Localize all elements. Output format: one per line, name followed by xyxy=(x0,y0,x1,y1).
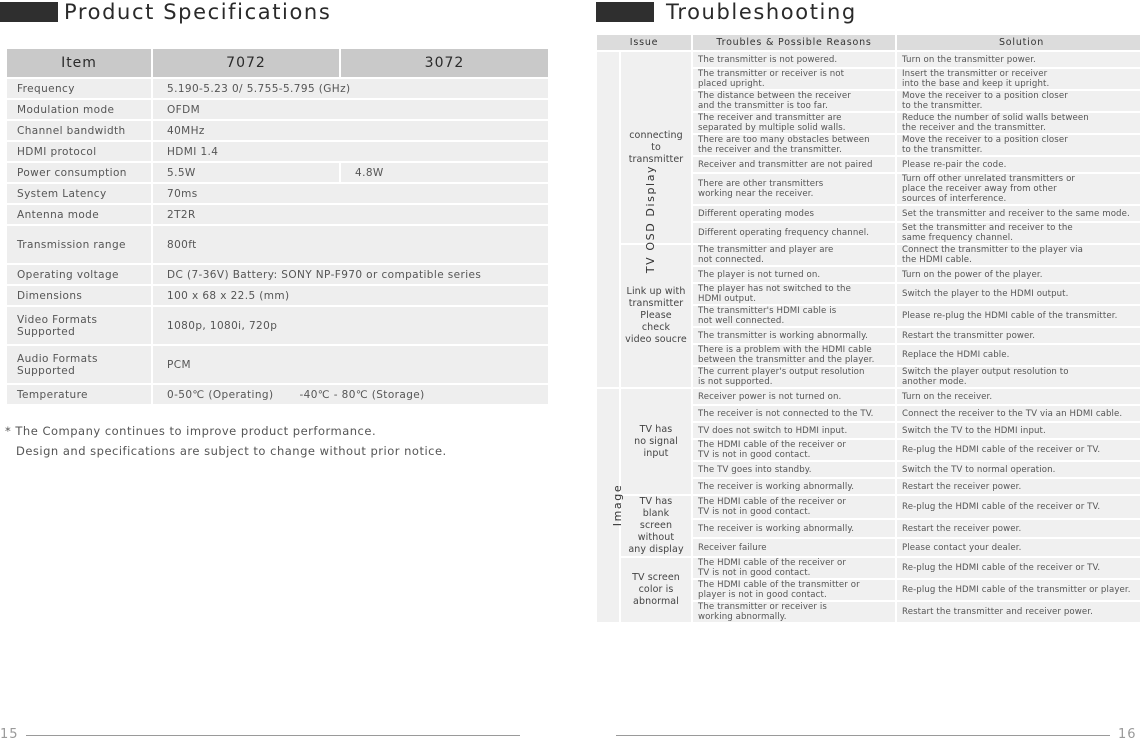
solution-cell: Switch the TV to the HDMI input. xyxy=(897,423,1140,438)
spec-row xyxy=(7,205,548,224)
spec-item: Transmission range xyxy=(7,226,151,263)
table-row xyxy=(597,558,1140,578)
spec-value: 1080p, 1080i, 720p xyxy=(153,307,548,344)
spec-item: HDMI protocol xyxy=(7,142,151,161)
reason-cell: There are other transmitters working near the receiver. xyxy=(693,174,895,204)
reason-cell: There is a problem with the HDMI cable between the transmitter and the player. xyxy=(693,345,895,365)
solution-cell: Replace the HDMI cable. xyxy=(897,345,1140,365)
solution-cell: Reduce the number of solid walls between the receiver and the transmitter. xyxy=(897,113,1140,133)
solution-cell: Please contact your dealer. xyxy=(897,539,1140,556)
footnote-line-1: * The Company continues to improve product performance. xyxy=(5,424,377,438)
col-header-3072: 3072 xyxy=(341,49,548,77)
spec-item: Video Formats Supported xyxy=(7,307,151,344)
reason-cell: The transmitter or receiver is not placed upright. xyxy=(693,69,895,89)
temp-storage: -40℃ - 80℃ (Storage) xyxy=(299,388,425,401)
spec-row xyxy=(7,226,548,263)
reason-cell: The transmitter's HDMI cable is not well connected. xyxy=(693,306,895,326)
footer-divider xyxy=(26,735,520,736)
footnote xyxy=(5,421,447,461)
reason-cell: TV does not switch to HDMI input. xyxy=(693,423,895,438)
page-number: 16 xyxy=(1118,727,1137,742)
reason-cell: The HDMI cable of the receiver or TV is not in good contact. xyxy=(693,496,895,518)
page-number: 15 xyxy=(0,727,19,742)
solution-cell: Connect the receiver to the TV via an HDMI cable. xyxy=(897,406,1140,421)
spec-row xyxy=(7,184,548,203)
spec-item: Operating voltage xyxy=(7,265,151,284)
reason-cell: The player has not switched to the HDMI output. xyxy=(693,284,895,304)
reason-cell: The HDMI cable of the receiver or TV is not in good contact. xyxy=(693,558,895,578)
reason-cell: The player is not turned on. xyxy=(693,267,895,282)
col-header-7072: 7072 xyxy=(153,49,339,77)
footer-divider xyxy=(616,735,1110,736)
spec-row xyxy=(7,265,548,284)
solution-cell: Move the receiver to a position closer to the transmitter. xyxy=(897,135,1140,155)
section-bar xyxy=(596,2,654,22)
spec-row xyxy=(7,163,548,182)
spec-row xyxy=(7,385,548,404)
col-header-solution: Solution xyxy=(897,35,1140,50)
solution-cell: Re-plug the HDMI cable of the transmitter or player. xyxy=(897,580,1140,600)
spec-item: Frequency xyxy=(7,79,151,98)
reason-cell: Receiver failure xyxy=(693,539,895,556)
spec-value: 2T2R xyxy=(153,205,548,224)
col-header-issue: Issue xyxy=(597,35,691,50)
troubleshooting-page xyxy=(590,0,1140,740)
spec-value: 70ms xyxy=(153,184,548,203)
troubleshooting-table xyxy=(595,33,1140,624)
spec-value xyxy=(153,385,548,404)
spec-table xyxy=(5,47,550,406)
category-label: Image xyxy=(611,483,625,527)
spec-row xyxy=(7,142,548,161)
issue-group: TV has no signal input xyxy=(621,389,691,494)
solution-cell: Please re-plug the HDMI cable of the transmitter. xyxy=(897,306,1140,326)
reason-cell: The receiver is working abnormally. xyxy=(693,520,895,537)
footnote-line-2: Design and specifications are subject to change without prior notice. xyxy=(16,444,447,458)
reason-cell: Different operating modes xyxy=(693,206,895,221)
reason-cell: There are too many obstacles between the receiver and the transmitter. xyxy=(693,135,895,155)
reason-cell: The TV goes into standby. xyxy=(693,462,895,477)
temp-operating: 0-50℃ (Operating) xyxy=(167,388,274,401)
issue-group: TV has blank screen without any display xyxy=(621,496,691,556)
solution-cell: Switch the player output resolution to another mode. xyxy=(897,367,1140,387)
reason-cell: Receiver power is not turned on. xyxy=(693,389,895,404)
solution-cell: Restart the receiver power. xyxy=(897,479,1140,494)
spec-row xyxy=(7,346,548,383)
spec-item: Modulation mode xyxy=(7,100,151,119)
spec-value: HDMI 1.4 xyxy=(153,142,548,161)
spec-item: System Latency xyxy=(7,184,151,203)
reason-cell: The receiver and transmitter are separated by multiple solid walls. xyxy=(693,113,895,133)
reason-cell: The receiver is working abnormally. xyxy=(693,479,895,494)
issue-group: TV screen color is abnormal xyxy=(621,558,691,622)
spec-row xyxy=(7,307,548,344)
solution-cell: Turn off other unrelated transmitters or place the receiver away from other sources of interference. xyxy=(897,174,1140,204)
spec-value-7072: 5.5W xyxy=(153,163,339,182)
issue-group: connecting to transmitter xyxy=(621,52,691,243)
solution-cell: Switch the player to the HDMI output. xyxy=(897,284,1140,304)
category-cell xyxy=(597,389,625,622)
solution-cell: Restart the receiver power. xyxy=(897,520,1140,537)
col-header-item: Item xyxy=(7,49,151,77)
spec-item: Temperature xyxy=(7,385,151,404)
solution-cell: Connect the transmitter to the player via the HDMI cable. xyxy=(897,245,1140,265)
category-label: TV OSD Display xyxy=(644,164,658,274)
spec-value: DC (7-36V) Battery: SONY NP-F970 or compatible series xyxy=(153,265,548,284)
reason-cell: The transmitter is not powered. xyxy=(693,52,895,67)
reason-cell: The transmitter is working abnormally. xyxy=(693,328,895,343)
issue-group: Link up with transmitter Please check video soucre xyxy=(621,245,691,387)
specifications-page xyxy=(0,0,560,740)
solution-cell: Move the receiver to a position closer to the transmitter. xyxy=(897,91,1140,111)
reason-cell: Receiver and transmitter are not paired xyxy=(693,157,895,172)
solution-cell: Switch the TV to normal operation. xyxy=(897,462,1140,477)
spec-row xyxy=(7,100,548,119)
solution-cell: Insert the transmitter or receiver into the base and keep it upright. xyxy=(897,69,1140,89)
spec-value: 40MHz xyxy=(153,121,548,140)
spec-item: Power consumption xyxy=(7,163,151,182)
spec-item: Audio Formats Supported xyxy=(7,346,151,383)
solution-cell: Turn on the receiver. xyxy=(897,389,1140,404)
table-row xyxy=(597,389,1140,404)
table-row xyxy=(597,245,1140,265)
col-header-reasons: Troubles & Possible Reasons xyxy=(693,35,895,50)
section-header xyxy=(596,0,857,24)
spec-value: PCM xyxy=(153,346,548,383)
section-bar xyxy=(0,2,58,22)
table-row xyxy=(597,52,1140,67)
spec-value: OFDM xyxy=(153,100,548,119)
solution-cell: Turn on the power of the player. xyxy=(897,267,1140,282)
solution-cell: Re-plug the HDMI cable of the receiver or TV. xyxy=(897,440,1140,460)
spec-item: Channel bandwidth xyxy=(7,121,151,140)
reason-cell: The HDMI cable of the transmitter or player is not in good contact. xyxy=(693,580,895,600)
spec-value: 800ft xyxy=(153,226,548,263)
reason-cell: Different operating frequency channel. xyxy=(693,223,895,243)
reason-cell: The receiver is not connected to the TV. xyxy=(693,406,895,421)
solution-cell: Restart the transmitter power. xyxy=(897,328,1140,343)
reason-cell: The transmitter and player are not connected. xyxy=(693,245,895,265)
reason-cell: The current player's output resolution is not supported. xyxy=(693,367,895,387)
page-title: Troubleshooting xyxy=(666,0,857,24)
reason-cell: The distance between the receiver and the transmitter is too far. xyxy=(693,91,895,111)
section-header xyxy=(0,0,331,24)
spec-row xyxy=(7,286,548,305)
solution-cell: Set the transmitter and receiver to the same mode. xyxy=(897,206,1140,221)
spec-value-3072: 4.8W xyxy=(341,163,548,182)
page-title: Product Specifications xyxy=(64,0,332,24)
solution-cell: Please re-pair the code. xyxy=(897,157,1140,172)
spec-row xyxy=(7,121,548,140)
solution-cell: Set the transmitter and receiver to the same frequency channel. xyxy=(897,223,1140,243)
spec-row xyxy=(7,79,548,98)
spec-item: Dimensions xyxy=(7,286,151,305)
reason-cell: The transmitter or receiver is working abnormally. xyxy=(693,602,895,622)
table-row xyxy=(597,496,1140,518)
solution-cell: Turn on the transmitter power. xyxy=(897,52,1140,67)
spec-item: Antenna mode xyxy=(7,205,151,224)
solution-cell: Restart the transmitter and receiver power. xyxy=(897,602,1140,622)
spec-value: 5.190-5.23 0/ 5.755-5.795 (GHz) xyxy=(153,79,548,98)
solution-cell: Re-plug the HDMI cable of the receiver or TV. xyxy=(897,496,1140,518)
reason-cell: The HDMI cable of the receiver or TV is not in good contact. xyxy=(693,440,895,460)
solution-cell: Re-plug the HDMI cable of the receiver or TV. xyxy=(897,558,1140,578)
spec-value: 100 x 68 x 22.5 (mm) xyxy=(153,286,548,305)
